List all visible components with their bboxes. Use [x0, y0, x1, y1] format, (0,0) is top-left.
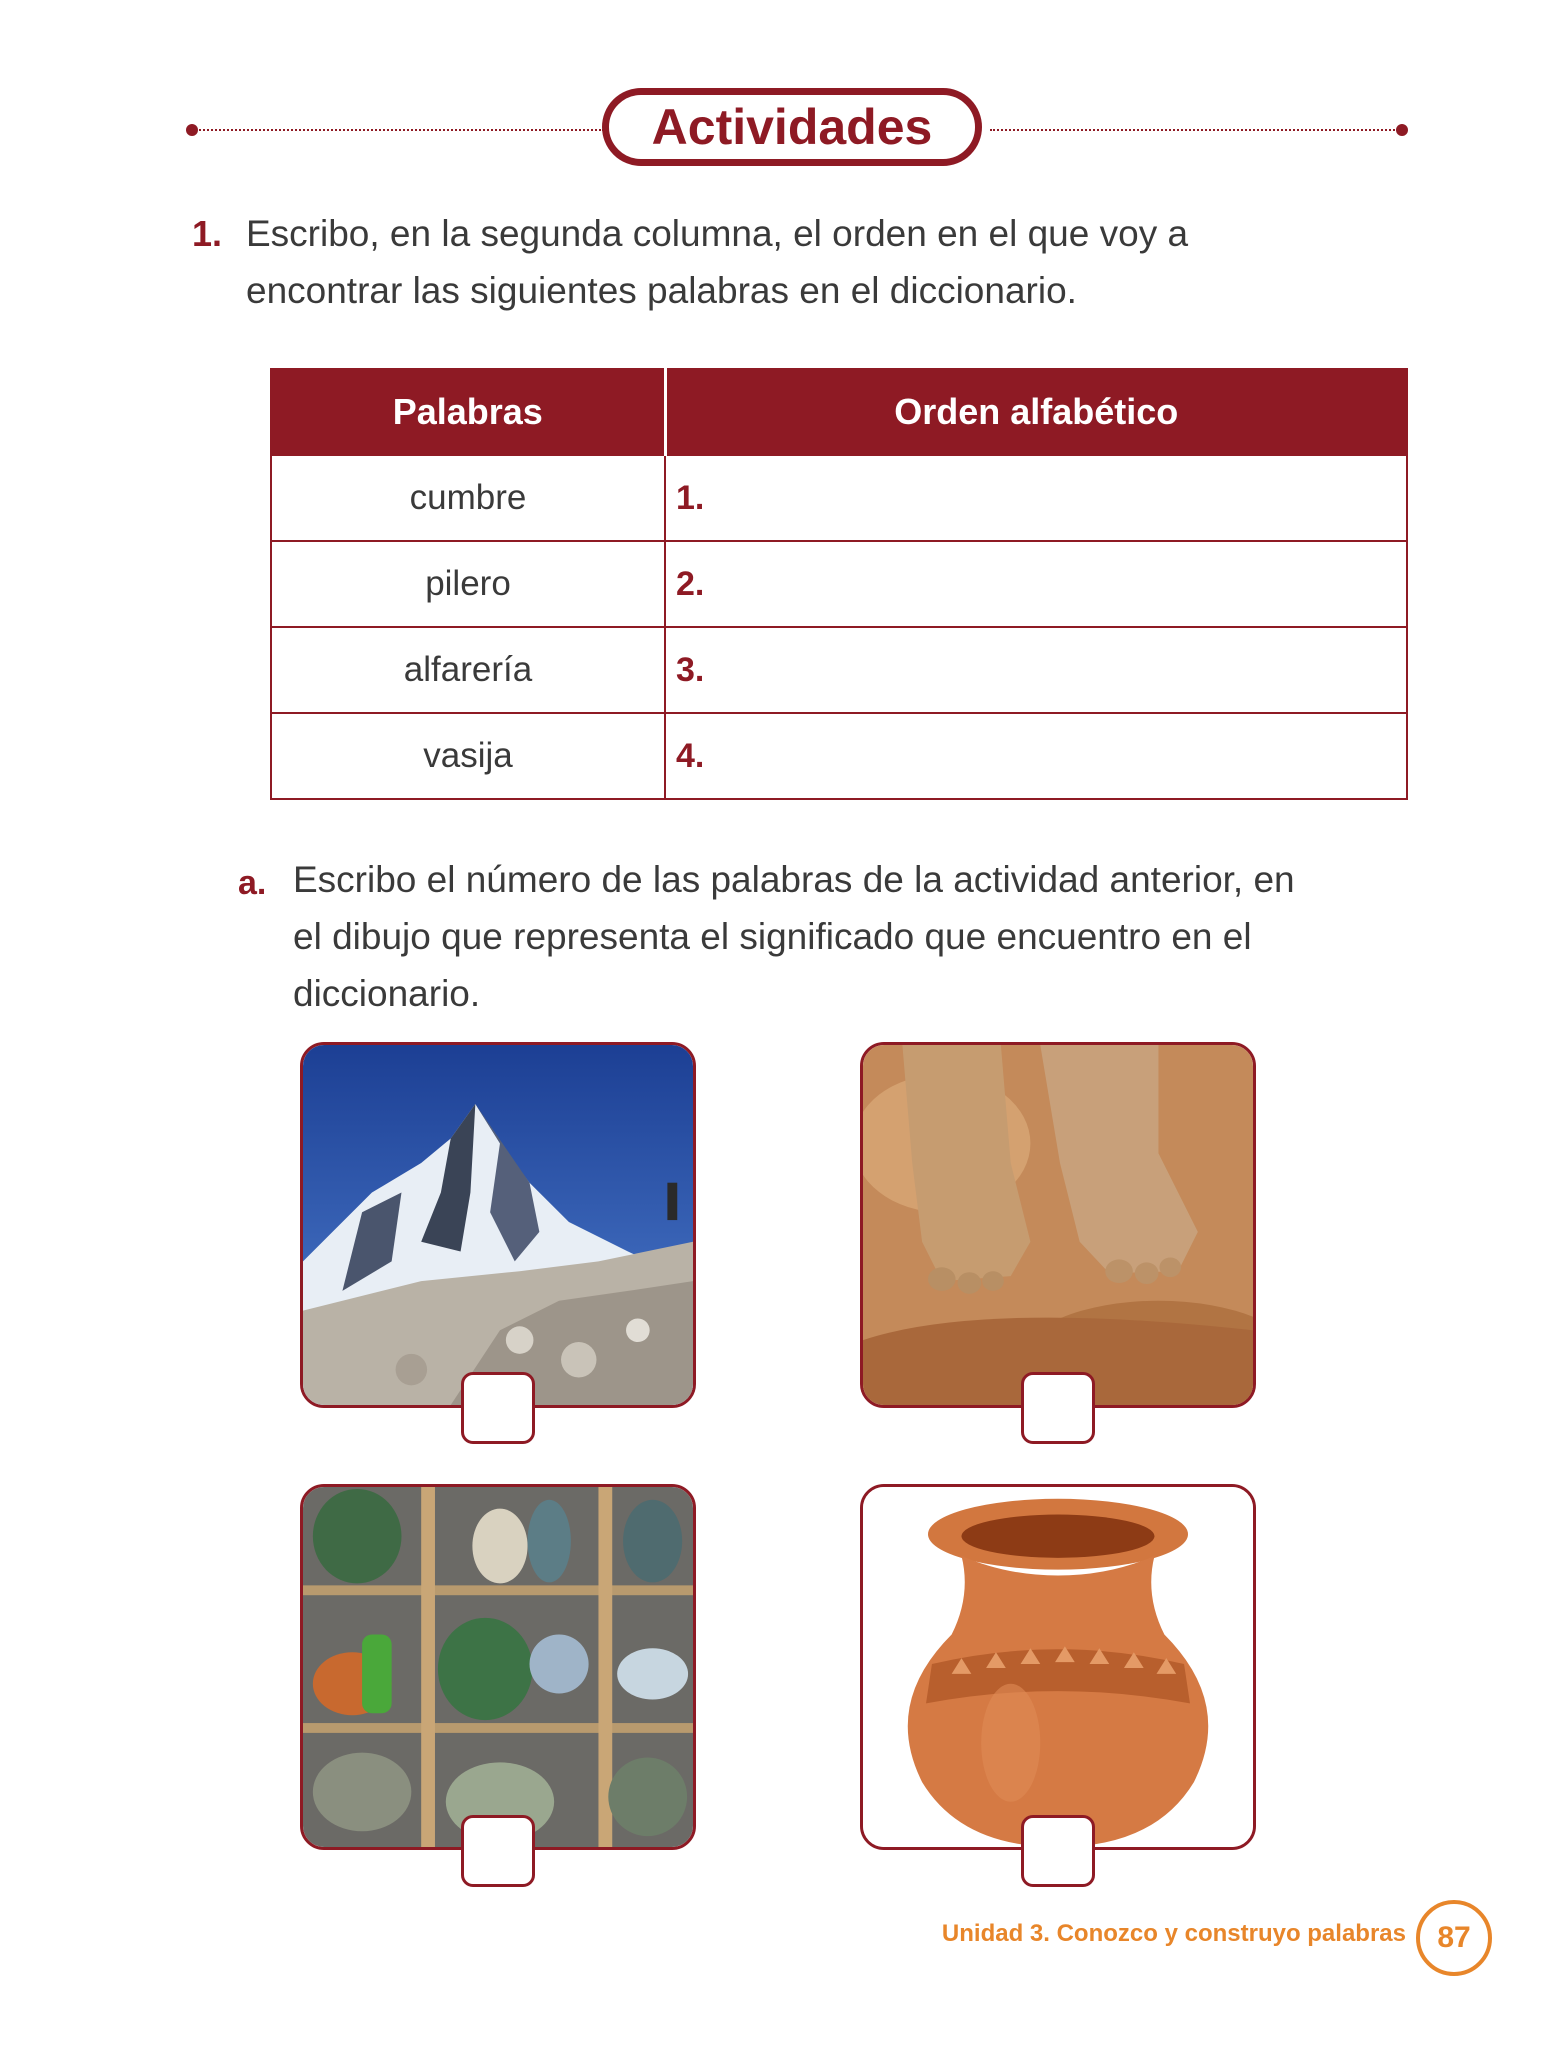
answer-box-vase[interactable] [1021, 1815, 1095, 1887]
column-header-words: Palabras [271, 369, 665, 455]
activity-a-line-2: el dibujo que representa el significado que encuentro en el [293, 916, 1252, 957]
activity-1-line-1: Escribo, en la segunda columna, el orden en el que voy a [246, 213, 1189, 254]
order-cell[interactable]: 1. [665, 455, 1407, 541]
word-cell: alfarería [271, 627, 665, 713]
page-number-badge [1416, 1900, 1492, 1976]
answer-box-feet[interactable] [1021, 1372, 1095, 1444]
mountain-peak-icon [303, 1045, 693, 1405]
table-row [271, 627, 1407, 713]
muddy-feet-icon [863, 1045, 1253, 1405]
section-title: Actividades [651, 99, 933, 155]
word-cell: pilero [271, 541, 665, 627]
activity-1-instruction [246, 205, 1188, 319]
table-row [271, 455, 1407, 541]
vase-image-card [860, 1484, 1256, 1850]
activity-a-letter: a. [238, 864, 267, 902]
header-dotted-line-left [192, 129, 604, 131]
unit-footer-text: Unidad 3. Conozco y construyo palabras [941, 1920, 1406, 1947]
table-header-row [271, 369, 1407, 455]
pottery-shelf-image-card [300, 1484, 696, 1850]
activity-a-line-1: Escribo el número de las palabras de la actividad anterior, en [293, 859, 1295, 900]
section-title-badge [602, 88, 982, 166]
alphabetical-order-table [270, 368, 1408, 800]
activity-1-number: 1. [192, 213, 223, 254]
activity-a-instruction [293, 851, 1295, 1022]
word-cell: vasija [271, 713, 665, 799]
activity-1-line-2: encontrar las siguientes palabras en el diccionario. [246, 270, 1077, 311]
pottery-shelf-icon [303, 1487, 693, 1847]
table-row [271, 541, 1407, 627]
order-cell[interactable]: 3. [665, 627, 1407, 713]
column-header-order: Orden alfabético [665, 369, 1407, 455]
header-dotted-line-right [990, 129, 1402, 131]
answer-box-pottery[interactable] [461, 1815, 535, 1887]
word-cell: cumbre [271, 455, 665, 541]
clay-vase-icon [863, 1487, 1253, 1847]
page-number: 87 [1437, 1921, 1471, 1954]
header-dot-right [1396, 124, 1408, 136]
feet-image-card [860, 1042, 1256, 1408]
table-row [271, 713, 1407, 799]
order-cell[interactable]: 2. [665, 541, 1407, 627]
answer-box-mountain[interactable] [461, 1372, 535, 1444]
activity-a-line-3: diccionario. [293, 973, 481, 1014]
order-cell[interactable]: 4. [665, 713, 1407, 799]
mountain-image-card [300, 1042, 696, 1408]
